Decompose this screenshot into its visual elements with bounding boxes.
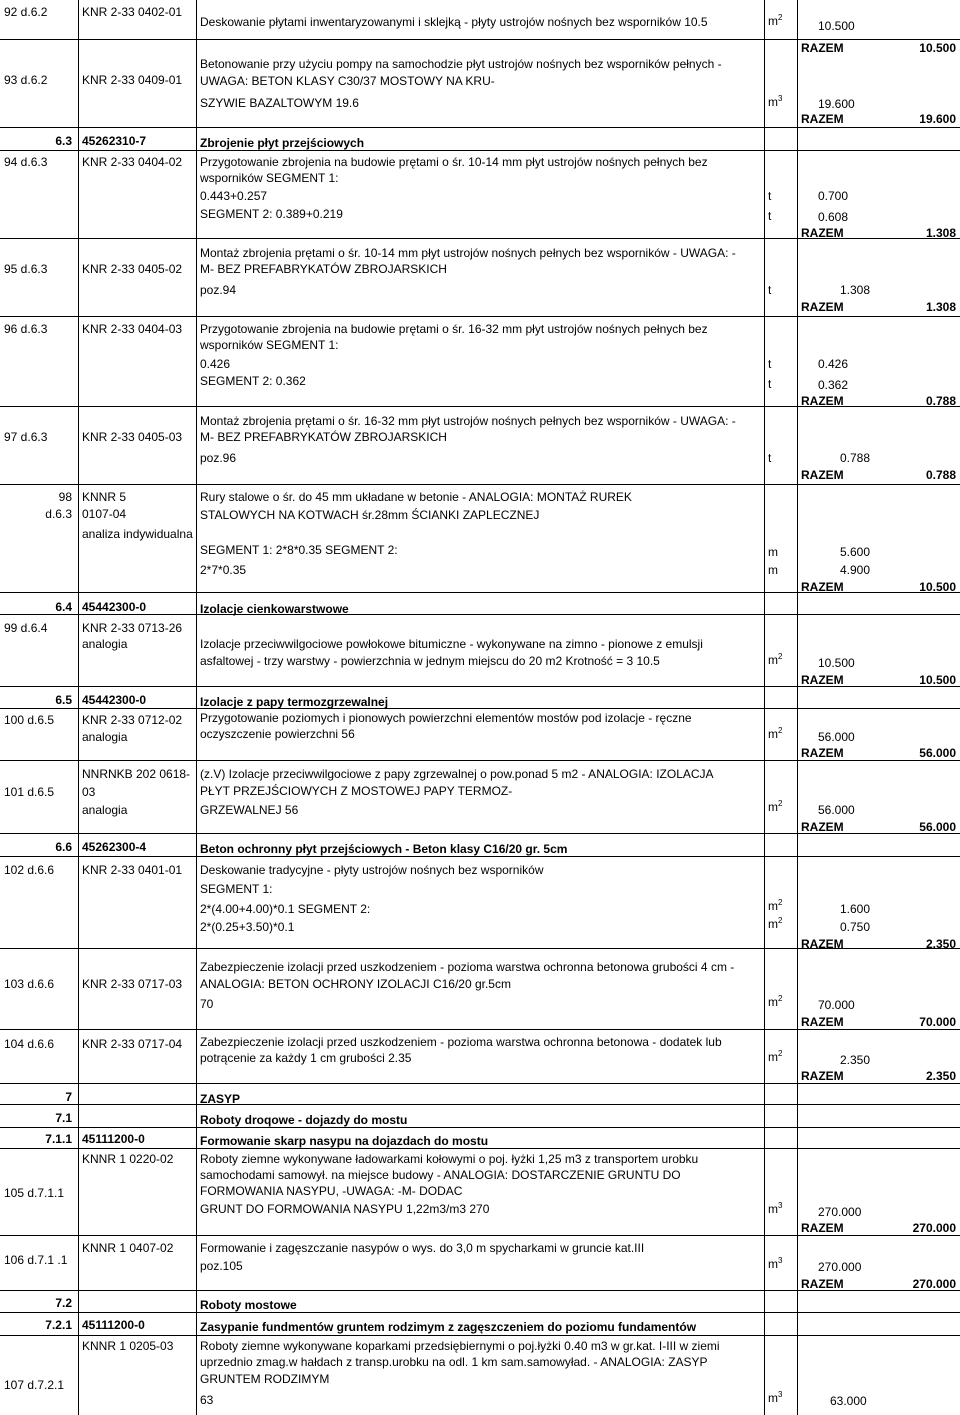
item-description: UWAGA: BETON KLASY C30/37 MOSTOWY NA KRU-: [200, 74, 495, 88]
calculation: 2*(0.25+3.50)*0.1: [200, 920, 295, 934]
catalog-code: KNR 2-33 0409-01: [82, 73, 183, 87]
item-description: SEGMENT 1:: [200, 882, 273, 896]
unit: $m^2$: [768, 652, 783, 667]
razem-label: RAZEM: [801, 41, 844, 55]
catalog-code: KNR 2-33 0712-02: [82, 713, 183, 727]
item-number: 99 d.6.4: [4, 621, 48, 635]
razem-total: 0.788: [925, 468, 956, 482]
row-divider: [0, 760, 960, 761]
quantity: 0.750: [840, 920, 871, 934]
catalog-code: 0107-04: [82, 507, 127, 521]
unit: $m^2$: [768, 916, 783, 931]
item-description: ANALOGIA: BETON OCHRONY IZOLACJI C16/20 gr.5cm: [200, 977, 511, 991]
item-number: 106 d.7.1 .1: [4, 1253, 68, 1267]
row-divider: [0, 127, 960, 128]
calculation: 70: [200, 997, 214, 1011]
quantity: 1.600: [840, 902, 871, 916]
catalog-code: KNR 2-33 0401-01: [82, 863, 183, 877]
catalog-code: KNR 2-33 0405-02: [82, 262, 183, 276]
razem-label: RAZEM: [801, 673, 844, 687]
quantity: 4.900: [840, 563, 871, 577]
item-description: GRUNTEM RODZIMYM: [200, 1372, 330, 1386]
catalog-code: KNR 2-33 0717-04: [82, 1037, 183, 1051]
item-description: wsporników SEGMENT 1:: [200, 338, 339, 352]
calculation: 2*(4.00+4.00)*0.1 SEGMENT 2:: [200, 902, 371, 916]
section-code: 45111200-0: [82, 1318, 145, 1332]
item-description: Przygotowanie zbrojenia na budowie prętami o śr. 10-14 mm płyt ustrojów nośnych pełnych bez: [200, 155, 708, 169]
quantity: 0.788: [840, 451, 871, 465]
section-number: 7.2.1: [45, 1318, 72, 1332]
catalog-code: KNR 2-33 0717-03: [82, 977, 183, 991]
catalog-code: KNR 2-33 0404-02: [82, 155, 183, 169]
razem-label: RAZEM: [801, 1221, 844, 1235]
item-description: (z.V) Izolacje przeciwwilgociowe z papy zgrzewalnej o pow.ponad 5 m2 - ANALOGIA: IZOLACJA: [200, 767, 714, 781]
item-number: 100 d.6.5: [4, 713, 55, 727]
item-description: Deskowanie płytami inwentaryzowanymi i sklejką - płyty ustrojów nośnych bez wsporników 10.5: [200, 15, 708, 29]
section-code: 45442300-0: [82, 693, 147, 707]
item-number: d.6.3: [45, 507, 72, 521]
calculation: poz.94: [200, 283, 237, 297]
razem-total: 1.308: [925, 226, 956, 240]
unit: $m^2$: [768, 13, 783, 28]
item-number: 102 d.6.6: [4, 863, 55, 877]
unit: t: [768, 209, 772, 223]
section-number: 6.3: [55, 134, 72, 148]
section-code: 45111200-0: [82, 1132, 145, 1146]
section-number: 7.1: [55, 1111, 72, 1125]
quantity: 10.500: [818, 19, 855, 33]
item-description: Przygotowanie zbrojenia na budowie prętami o śr. 16-32 mm płyt ustrojów nośnych pełnych bez: [200, 322, 708, 336]
catalog-code: KNNR 5: [82, 490, 127, 504]
unit: t: [768, 283, 772, 297]
section-title: Izolacje z papy termozgrzewalnej: [200, 695, 389, 709]
item-description: Roboty ziemne wykonywane koparkami przedsiębiernymi o poj.łyżki 0.40 m3 w gr.kat. I-III w ziemi: [200, 1339, 720, 1353]
section-number: 7.1.1: [45, 1132, 72, 1146]
calculation: SEGMENT 2: 0.389+0.219: [200, 207, 343, 221]
item-number: 101 d.6.5: [4, 785, 55, 799]
quantity: 10.500: [818, 656, 855, 670]
item-number: 103 d.6.6: [4, 977, 55, 991]
calculation: 63: [200, 1393, 214, 1407]
catalog-code: KNR 2-33 0405-03: [82, 430, 183, 444]
item-description: M- BEZ PREFABRYKATÓW ZBROJARSKICH: [200, 430, 447, 444]
calculation: 0.443+0.257: [200, 189, 268, 203]
item-number: 98: [58, 490, 72, 504]
catalog-code: analogia: [82, 730, 128, 744]
unit: t: [768, 377, 772, 391]
quantity: 5.600: [840, 545, 871, 559]
razem-label: RAZEM: [801, 300, 844, 314]
catalog-code: KNNR 1 0205-03: [82, 1339, 174, 1353]
row-divider: [0, 1083, 960, 1084]
section-title: Roboty mostowe: [200, 1298, 297, 1312]
item-number: 94 d.6.3: [4, 155, 48, 169]
item-description: potrącenie za każdy 1 cm grubości 2.35: [200, 1051, 412, 1065]
razem-label: RAZEM: [801, 1277, 844, 1291]
calculation: 2*7*0.35: [200, 563, 247, 577]
catalog-code: 03: [82, 785, 96, 799]
item-description: Formowanie i zagęszczanie nasypów o wys. do 3,0 m spycharkami w gruncie kat.III: [200, 1241, 645, 1255]
row-divider: [0, 708, 960, 709]
item-number: 97 d.6.3: [4, 430, 48, 444]
razem-total: 10.500: [919, 580, 956, 594]
razem-total: 10.500: [919, 41, 956, 55]
unit: t: [768, 357, 772, 371]
catalog-code: KNNR 1 0407-02: [82, 1241, 174, 1255]
unit: $m^2$: [768, 726, 783, 741]
razem-total: 70.000: [919, 1015, 956, 1029]
razem-total: 56.000: [919, 820, 956, 834]
row-divider: [0, 1127, 960, 1128]
row-divider: [0, 150, 960, 151]
item-description: GRZEWALNEJ 56: [200, 803, 299, 817]
razem-label: RAZEM: [801, 1069, 844, 1083]
item-description: Deskowanie tradycyjne - płyty ustrojów nośnych bez wsporników: [200, 863, 544, 877]
razem-label: RAZEM: [801, 937, 844, 951]
razem-label: RAZEM: [801, 112, 844, 126]
razem-total: 56.000: [919, 746, 956, 760]
catalog-code: analogia: [82, 637, 128, 651]
section-number: 6.6: [55, 840, 72, 854]
row-divider: [0, 1104, 960, 1105]
unit: t: [768, 189, 772, 203]
unit: $m^2$: [768, 1049, 783, 1064]
quantity: 63.000: [830, 1394, 867, 1408]
razem-total: 1.308: [925, 300, 956, 314]
section-title: Formowanie skarp nasypu na dojazdach do mostu: [200, 1134, 489, 1148]
section-title: Izolacje cienkowarstwowe: [200, 602, 349, 616]
unit: $m^3$: [768, 1390, 783, 1405]
item-description: SZYWIE BAZALTOWYM 19.6: [200, 96, 359, 110]
section-number: 6.5: [55, 693, 72, 707]
item-description: wsporników SEGMENT 1:: [200, 171, 339, 185]
unit: $m^3$: [768, 1256, 783, 1271]
section-title: Zasypanie fundmentów gruntem rodzimym z zagęszczeniem do poziomu fundamentów: [200, 1320, 697, 1334]
section-code: 45262310-7: [82, 134, 147, 148]
item-number: 104 d.6.6: [4, 1037, 55, 1051]
row-divider: [0, 484, 960, 485]
item-number: 93 d.6.2: [4, 73, 48, 87]
item-number: 105 d.7.1.1: [4, 1186, 65, 1200]
item-description: Montaż zbrojenia prętami o śr. 10-14 mm płyt ustrojów nośnych pełnych bez wsporników - UWAGA: -: [200, 246, 736, 260]
section-number: 6.4: [55, 600, 72, 614]
item-number: 96 d.6.3: [4, 322, 48, 336]
catalog-code: analiza indywidualna: [82, 527, 193, 541]
row-divider: [0, 1029, 960, 1030]
unit: $m^2$: [768, 799, 783, 814]
razem-total: 2.350: [925, 1069, 956, 1083]
item-description: Izolacje przeciwwilgociowe powłokowe bitumiczne - wykonywane na zimno - pionowe z emulsji: [200, 637, 703, 651]
catalog-code: NNRNKB 202 0618-: [82, 767, 191, 781]
item-description: M- BEZ PREFABRYKATÓW ZBROJARSKICH: [200, 262, 447, 276]
quantity: 0.426: [818, 357, 849, 371]
razem-label: RAZEM: [801, 468, 844, 482]
section-title: Beton ochronny płyt przejściowych - Beton klasy C16/20 gr. 5cm: [200, 842, 568, 856]
row-divider: [0, 856, 960, 857]
section-code: 45262300-4: [82, 840, 147, 854]
unit: $m^2$: [768, 994, 783, 1009]
unit: t: [768, 451, 772, 465]
catalog-code: KNR 2-33 0402-01: [82, 5, 183, 19]
section-title: Zbrojenie płyt przejściowych: [200, 136, 365, 150]
row-divider: [0, 39, 960, 40]
razem-total: 19.600: [919, 112, 956, 126]
razem-label: RAZEM: [801, 394, 844, 408]
calculation: poz.96: [200, 451, 237, 465]
item-number: 95 d.6.3: [4, 262, 48, 276]
section-title: Roboty droqowe - dojazdy do mostu: [200, 1113, 408, 1127]
razem-total: 270.000: [912, 1277, 956, 1291]
razem-label: RAZEM: [801, 746, 844, 760]
unit: m: [768, 563, 778, 577]
unit: $m^3$: [768, 1201, 783, 1216]
section-code: 45442300-0: [82, 600, 147, 614]
calculation: poz.105: [200, 1259, 243, 1273]
catalog-code: KNR 2-33 0404-03: [82, 322, 183, 336]
item-description: PŁYT PRZEJŚCIOWYCH Z MOSTOWEJ PAPY TERMOZ-: [200, 784, 513, 798]
quantity: 56.000: [818, 803, 855, 817]
unit: m: [768, 545, 778, 559]
quantity: 0.700: [818, 189, 849, 203]
item-description: samochodami samowył. na miejsce budowy - ANALOGIA: DOSTARCZENIE GRUNTU DO: [200, 1168, 681, 1182]
unit: $m^2$: [768, 898, 783, 913]
razem-total: 270.000: [912, 1221, 956, 1235]
unit: $m^3$: [768, 94, 783, 109]
item-description: Zabezpieczenie izolacji przed uszkodzeniem - pozioma warstwa ochronna betonowa - dodatek lub: [200, 1035, 722, 1049]
item-description: Roboty ziemne wykonywane ładowarkami kołowymi o poj. łyżki 1,25 m3 z transportem urobku: [200, 1152, 699, 1166]
row-divider: [0, 1335, 960, 1336]
item-description: Betonowanie przy użyciu pompy na samochodzie płyt ustrojów nośnych bez wsporników pełnych -: [200, 57, 722, 71]
catalog-code: analogia: [82, 803, 128, 817]
section-number: 7.2: [55, 1296, 72, 1310]
calculation: SEGMENT 2: 0.362: [200, 374, 306, 388]
quantity: 19.600: [818, 97, 855, 111]
item-number: 107 d.7.2.1: [4, 1378, 65, 1392]
item-description: Montaż zbrojenia prętami o śr. 16-32 mm płyt ustrojów nośnych pełnych bez wsporników - UWAGA: -: [200, 414, 736, 428]
row-divider: [0, 1235, 960, 1236]
quantity: 56.000: [818, 730, 855, 744]
item-description: Przygotowanie poziomych i pionowych powierzchni elementów mostów pod izolacje - ręczne: [200, 711, 692, 725]
catalog-code: KNR 2-33 0713-26: [82, 621, 183, 635]
item-description: FORMOWANIA NASYPU, -UWAGA: -M- DODAC: [200, 1184, 463, 1198]
catalog-code: KNNR 1 0220-02: [82, 1152, 174, 1166]
item-description: Zabezpieczenie izolacji przed uszkodzeniem - pozioma warstwa ochronna betonowa grubości 4 cm -: [200, 960, 735, 974]
item-description: uprzednio zmag.w hałdach z transp.urobku na odl. 1 km sam.samowyład. - ANALOGIA: ZASYP: [200, 1355, 708, 1369]
quantity: 70.000: [818, 998, 855, 1012]
quantity: 270.000: [818, 1260, 862, 1274]
razem-total: 0.788: [925, 394, 956, 408]
razem-total: 2.350: [925, 937, 956, 951]
razem-label: RAZEM: [801, 580, 844, 594]
calculation: SEGMENT 1: 2*8*0.35 SEGMENT 2:: [200, 543, 398, 557]
calculation: 0.426: [200, 357, 231, 371]
item-description: oczyszczenie powierzchni 56: [200, 727, 355, 741]
row-divider: [0, 1148, 960, 1149]
item-number: 92 d.6.2: [4, 5, 48, 19]
quantity: 0.608: [818, 210, 849, 224]
razem-total: 10.500: [919, 673, 956, 687]
row-divider: [0, 1312, 960, 1313]
quantity: 2.350: [840, 1053, 871, 1067]
razem-label: RAZEM: [801, 226, 844, 240]
quantity: 0.362: [818, 378, 849, 392]
razem-label: RAZEM: [801, 1015, 844, 1029]
row-divider: [0, 614, 960, 615]
item-description: asfaltowej - trzy warstwy - powierzchnia w jednym miejscu do 20 m2 Krotność = 3 10.5: [200, 654, 660, 668]
item-description: GRUNT DO FORMOWANIA NASYPU 1,22m3/m3 270: [200, 1202, 490, 1216]
quantity: 270.000: [818, 1205, 862, 1219]
section-number: 7: [65, 1090, 72, 1104]
row-divider: [0, 316, 960, 317]
item-description: STALOWYCH NA KOTWACH śr.28mm ŚCIANKI ZAPLECZNEJ: [200, 508, 540, 522]
item-description: Rury stalowe o śr. do 45 mm układane w betonie - ANALOGIA: MONTAŻ RUREK: [200, 490, 632, 504]
razem-label: RAZEM: [801, 820, 844, 834]
quantity: 1.308: [840, 283, 871, 297]
section-title: ZASYP: [200, 1092, 241, 1106]
